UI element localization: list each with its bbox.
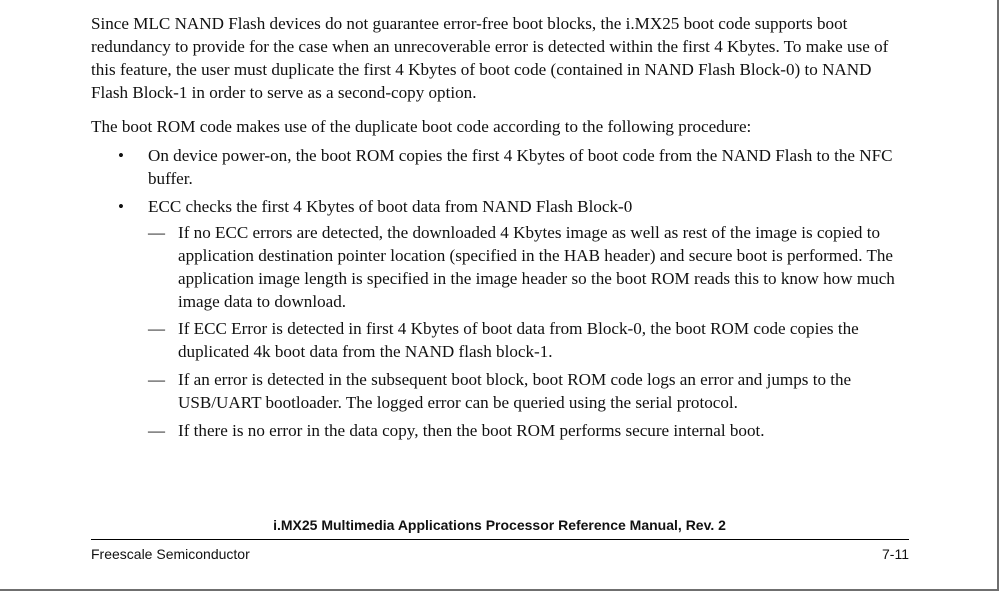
footer-divider xyxy=(91,539,909,540)
dash-marker: — xyxy=(148,223,165,242)
bullet-item-power-on: On device power-on, the boot ROM copies the first 4 Kbytes of boot code from the NAND Flash to the NFC buffer. xyxy=(148,146,893,188)
sub-item-ecc-error: If ECC Error is detected in first 4 Kbytes of boot data from Block-0, the boot ROM code copies the duplicated 4k boot data from the NAND flash block-1. xyxy=(178,319,859,361)
dash-marker: — xyxy=(148,370,165,389)
bullet-marker: • xyxy=(118,146,124,165)
bullet-item-ecc-check: ECC checks the first 4 Kbytes of boot data from NAND Flash Block-0 xyxy=(148,197,633,216)
paragraph-boot-redundancy: Since MLC NAND Flash devices do not guarantee error-free boot blocks, the i.MX25 boot code supports boot redundancy to provide for the case when an unrecoverable error is detected within the first 4 Kbytes. To make use of this feature, the user must duplicate the first 4 Kbytes of boot code (contained in NAND Flash Block-0) to NAND Flash Block-1 in order to serve as a second-copy option. xyxy=(91,14,889,102)
footer-page-number: 7-11 xyxy=(882,546,909,562)
footer-manual-title: i.MX25 Multimedia Applications Processor Reference Manual, Rev. 2 xyxy=(273,517,726,533)
sub-item-no-error: If there is no error in the data copy, then the boot ROM performs secure internal boot. xyxy=(178,421,765,440)
sub-item-no-ecc-errors: If no ECC errors are detected, the downloaded 4 Kbytes image as well as rest of the image is copied to application destination pointer location (specified in the HAB header) and secure boot is performed. The application image length is specified in the image header so the boot ROM reads this to know how much image data to download. xyxy=(178,223,895,311)
bullet-marker: • xyxy=(118,197,124,216)
sub-item-subsequent-error: If an error is detected in the subsequent boot block, boot ROM code logs an error and jumps to the USB/UART bootloader. The logged error can be queried using the serial protocol. xyxy=(178,370,852,412)
paragraph-procedure-intro: The boot ROM code makes use of the duplicate boot code according to the following procedure: xyxy=(91,117,752,136)
dash-marker: — xyxy=(148,319,165,338)
dash-marker: — xyxy=(148,421,165,440)
footer-company: Freescale Semiconductor xyxy=(91,546,250,562)
